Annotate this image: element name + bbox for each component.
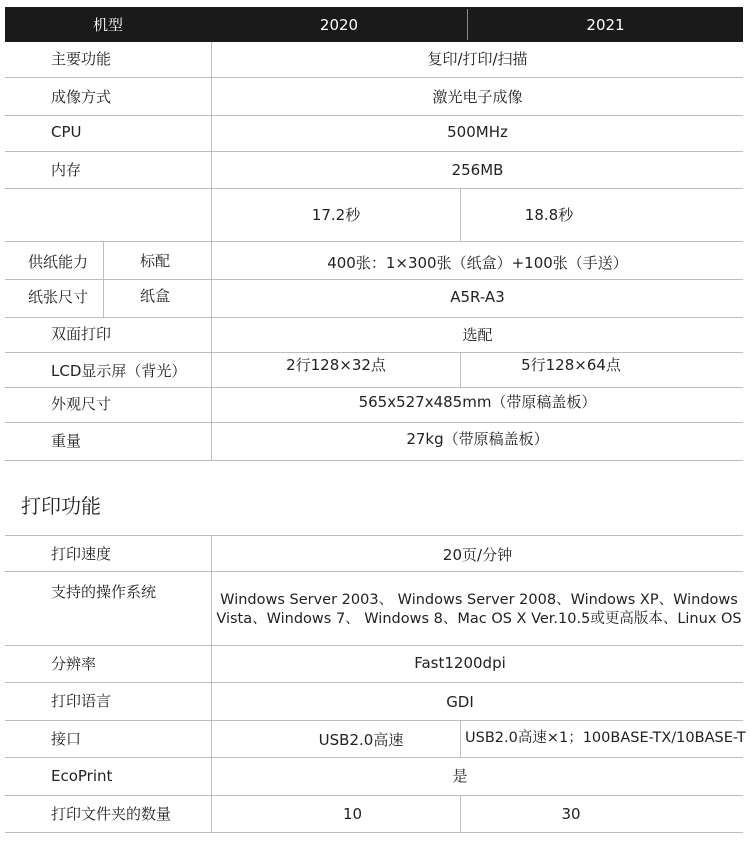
row-divider [5, 352, 743, 353]
row-value-folders-2020: 10 [342, 805, 363, 823]
row-value-lcd-2020: 2行128×32点 [286, 356, 386, 374]
row-label-language: 打印语言 [51, 692, 112, 710]
header-2020: 2020 [319, 16, 359, 34]
row-value-paper-size: A5R-A3 [450, 288, 505, 306]
row-label-os-support: 支持的操作系统 [51, 583, 157, 601]
row-label-folders: 打印文件夹的数量 [51, 805, 172, 823]
row-divider [5, 387, 743, 388]
row-value-speed-2021: 18.8秒 [524, 206, 574, 224]
row-value-resolution: Fast1200dpi [414, 654, 506, 672]
table-header [5, 7, 743, 42]
row-divider [5, 151, 743, 152]
row-label-interface: 接口 [51, 730, 82, 748]
row-sublabel-paper-capacity: 标配 [140, 252, 171, 270]
row-label-print-speed: 打印速度 [51, 545, 112, 563]
row-value-ecoprint: 是 [452, 767, 468, 785]
row-divider [5, 422, 743, 423]
row-divider [5, 77, 743, 78]
row-value-weight: 27kg（带原稿盖板） [406, 430, 549, 448]
row-divider [5, 115, 743, 116]
row-value-folders-2021: 30 [561, 805, 581, 823]
row-divider [5, 832, 743, 833]
column-divider [211, 535, 212, 833]
row-divider [5, 757, 743, 758]
section-title-print: 打印功能 [21, 494, 101, 518]
row-divider [5, 535, 743, 536]
row-value-speed-2020: 17.2秒 [311, 206, 361, 224]
row-label-duplex: 双面打印 [51, 325, 112, 343]
row-value-duplex: 选配 [462, 326, 493, 344]
row-label-weight: 重量 [51, 432, 82, 450]
row-label-ecoprint: EcoPrint [51, 767, 113, 785]
row-value-memory: 256MB [451, 161, 504, 179]
header-2021: 2021 [586, 16, 625, 34]
row-value-lcd-2021: 5行128×64点 [521, 356, 621, 374]
row-value-os-support: Windows Server 2003、 Windows Server 2008、Windows XP、Windows Vista、Windows 7、 Windows 8、Mac OS X Ver.10.5或更高版本、Linux OS [216, 592, 742, 627]
row-label-paper-size: 纸张尺寸 [28, 288, 89, 306]
row-divider [5, 720, 743, 721]
row-value-dimensions: 565x527x485mm（带原稿盖板） [358, 393, 597, 411]
row-divider [5, 279, 743, 280]
row-label-dimensions: 外观尺寸 [51, 395, 112, 413]
row-value-imaging: 激光电子成像 [432, 88, 523, 106]
column-divider [103, 241, 104, 317]
row-value-paper-capacity: 400张：1×300张（纸盒）+100张（手送） [327, 254, 628, 272]
row-sublabel-paper-size: 纸盒 [140, 287, 171, 305]
row-value-interface-2021: USB2.0高速×1；100BASE-TX/10BASE-T [465, 730, 746, 746]
row-label-resolution: 分辨率 [51, 655, 97, 673]
row-label-memory: 内存 [51, 161, 82, 179]
row-label-main-function: 主要功能 [51, 50, 112, 68]
header-model: 机型 [92, 16, 123, 34]
row-label-lcd: LCD显示屏（背光） [51, 362, 187, 380]
row-divider [5, 188, 743, 189]
row-divider [5, 795, 743, 796]
row-value-language: GDI [446, 693, 474, 711]
row-label-paper-capacity: 供纸能力 [28, 253, 89, 271]
row-value-interface-2020: USB2.0高速 [318, 731, 404, 749]
row-divider [5, 460, 743, 461]
row-label-cpu: CPU [51, 123, 82, 141]
row-divider [5, 241, 743, 242]
row-divider [5, 645, 743, 646]
row-value-print-speed: 20页/分钟 [442, 546, 513, 564]
row-divider [5, 682, 743, 683]
row-label-imaging: 成像方式 [51, 88, 112, 106]
row-value-cpu: 500MHz [447, 123, 508, 141]
row-value-main-function: 复印/打印/扫描 [427, 50, 528, 68]
row-divider [5, 571, 743, 572]
row-divider [5, 317, 743, 318]
